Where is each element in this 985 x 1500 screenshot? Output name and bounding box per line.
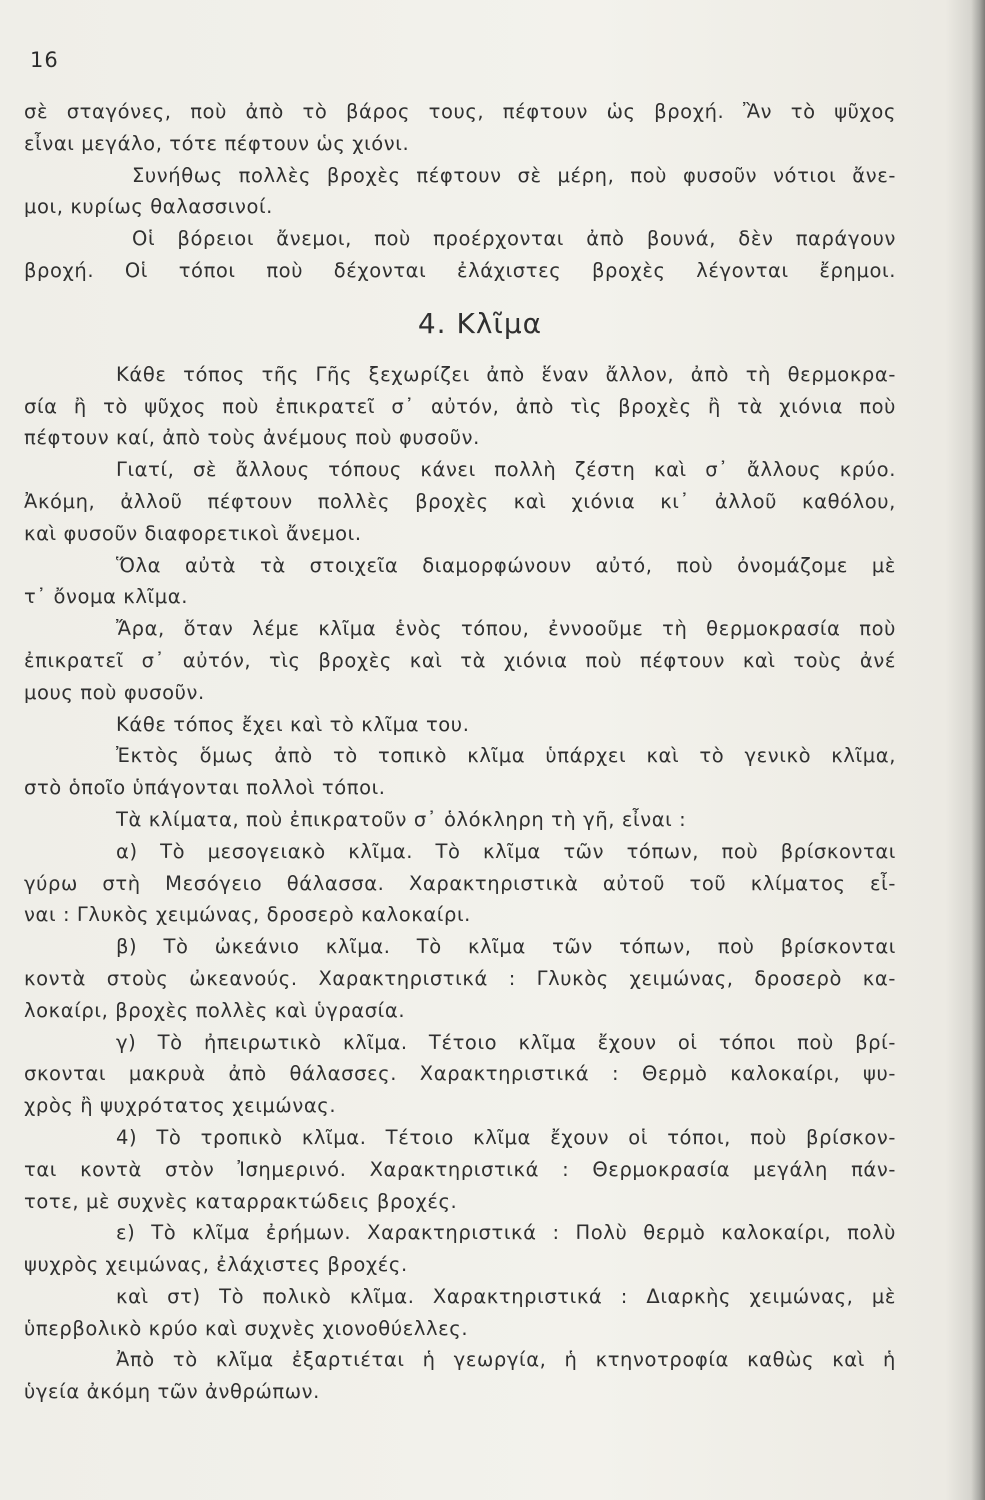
text-line: ὑγεία ἀκόμη τῶν ἀνθρώπων. xyxy=(24,1380,320,1404)
text-line: εἶναι μεγάλο, τότε πέφτουν ὡς χιόνι. xyxy=(24,131,410,155)
text-line: στὸ ὁποῖο ὑπάγονται πολλοὶ τόποι. xyxy=(24,776,386,800)
text-line: βροχή. Οἱ τόποι ποὺ δέχονται ἐλάχιστες βροχὲς λέγονται ἔρημοι. xyxy=(24,258,896,282)
text-line: πέφτουν καί, ἀπὸ τοὺς ἀνέμους ποὺ φυσοῦν. xyxy=(24,426,480,450)
text-line: καὶ στ) Τὸ πολικὸ κλῖμα. Χαρακτηριστικά : Διαρκὴς χειμώνας, μὲ xyxy=(116,1284,896,1308)
text-line: γ) Τὸ ἠπειρωτικὸ κλῖμα. Τέτοιο κλῖμα ἔχουν οἱ τόποι ποὺ βρί- xyxy=(116,1030,896,1054)
text-line: ται κοντὰ στὸν Ἰσημερινό. Χαρακτηριστικά : Θερμοκρασία μεγάλη πάν- xyxy=(24,1157,896,1181)
text-line: α) Τὸ μεσογειακὸ κλῖμα. Τὸ κλῖμα τῶν τόπων, ποὺ βρίσκονται xyxy=(116,839,896,863)
text-line: ε) Τὸ κλῖμα ἐρήμων. Χαρακτηριστικά : Πολὺ θερμὸ καλοκαίρι, πολὺ xyxy=(116,1221,896,1245)
text-line: Κάθε τόπος ἔχει καὶ τὸ κλῖμα του. xyxy=(116,712,470,736)
text-line: Ἄρα, ὅταν λέμε κλῖμα ἑνὸς τόπου, ἐννοοῦμε τὴ θερμοκρασία ποὺ xyxy=(116,617,896,641)
text-line: Τὰ κλίματα, ποὺ ἐπικρατοῦν σ᾽ ὁλόκληρη τὴ γῆ, εἶναι : xyxy=(116,807,687,831)
text-line: σκονται μακρυὰ ἀπὸ θάλασσες. Χαρακτηριστικά : Θερμὸ καλοκαίρι, ψυ- xyxy=(24,1062,896,1086)
text-line: ψυχρὸς χειμώνας, ἐλάχιστες βροχές. xyxy=(24,1253,408,1277)
text-line: μους ποὺ φυσοῦν. xyxy=(24,680,205,704)
text-line: ἐπικρατεῖ σ᾽ αὐτόν, τὶς βροχὲς καὶ τὰ χιόνια ποὺ πέφτουν καὶ τοὺς ἀνέ xyxy=(24,648,896,672)
text-line: β) Τὸ ὠκεάνιο κλῖμα. Τὸ κλῖμα τῶν τόπων, ποὺ βρίσκονται xyxy=(116,935,896,959)
text-line: κοντὰ στοὺς ὠκεανούς. Χαρακτηριστικά : Γλυκὸς χειμώνας, δροσερὸ κα- xyxy=(24,966,896,990)
text-line: Οἱ βόρειοι ἄνεμοι, ποὺ προέρχονται ἀπὸ βουνά, δὲν παράγουν xyxy=(132,227,896,251)
text-line: Ὅλα αὐτὰ τὰ στοιχεῖα διαμορφώνουν αὐτό, ποὺ ὀνομάζομε μὲ xyxy=(116,553,896,577)
text-line: χρὸς ἢ ψυχρότατος χειμώνας. xyxy=(24,1094,337,1118)
section-heading: 4. Κλῖμα xyxy=(417,306,543,340)
text-line: Ἀπὸ τὸ κλῖμα ἐξαρτιέται ἡ γεωργία, ἡ κτηνοτροφία καθὼς καὶ ἡ xyxy=(116,1348,896,1372)
text-line: Γιατί, σὲ ἄλλους τόπους κάνει πολλὴ ζέστη καὶ σ᾽ ἄλλους κρύο. xyxy=(116,458,896,482)
page-number: 16 xyxy=(30,48,59,72)
text-line: τ᾽ ὄνομα κλῖμα. xyxy=(24,585,188,609)
text-line: λοκαίρι, βροχὲς πολλὲς καὶ ὑγρασία. xyxy=(24,998,406,1022)
text-line: τοτε, μὲ συχνὲς καταρρακτώδεις βροχές. xyxy=(24,1189,458,1213)
text-line: 4) Τὸ τροπικὸ κλῖμα. Τέτοιο κλῖμα ἔχουν οἱ τόποι, ποὺ βρίσκον- xyxy=(116,1125,896,1149)
text-line: σὲ σταγόνες, ποὺ ἀπὸ τὸ βάρος τους, πέφτουν ὡς βροχή. Ἂν τὸ ψῦχος xyxy=(24,100,896,123)
text-line: μοι, κυρίως θαλασσινοί. xyxy=(24,195,273,219)
text-line: ναι : Γλυκὸς χειμώνας, δροσερὸ καλοκαίρι. xyxy=(24,903,471,927)
text-line: σία ἢ τὸ ψῦχος ποὺ ἐπικρατεῖ σ᾽ αὐτόν, ἀπὸ τὶς βροχὲς ἢ τὰ χιόνια ποὺ xyxy=(24,394,896,418)
text-line: Ἐκτὸς ὅμως ἀπὸ τὸ τοπικὸ κλῖμα ὑπάρχει καὶ τὸ γενικὸ κλῖμα, xyxy=(116,744,896,768)
text-line: ὑπερβολικὸ κρύο καὶ συχνὲς χιονοθύελλες. xyxy=(24,1316,469,1340)
text-line: Κάθε τόπος τῆς Γῆς ξεχωρίζει ἀπὸ ἕναν ἄλλον, ἀπὸ τὴ θερμοκρα- xyxy=(116,362,896,386)
text-line: Ἀκόμη, ἀλλοῦ πέφτουν πολλὲς βροχὲς καὶ χιόνια κι᾽ ἀλλοῦ καθόλου, xyxy=(24,489,896,513)
body-text xyxy=(24,96,896,1408)
text-line: γύρω στὴ Μεσόγειο θάλασσα. Χαρακτηριστικὰ αὐτοῦ τοῦ κλίματος εἶ- xyxy=(24,871,896,895)
page-gutter-shadow xyxy=(971,0,985,1500)
text-line: Συνήθως πολλὲς βροχὲς πέφτουν σὲ μέρη, ποὺ φυσοῦν νότιοι ἄνε- xyxy=(132,163,896,187)
text-line: καὶ φυσοῦν διαφορετικοὶ ἄνεμοι. xyxy=(24,521,362,545)
